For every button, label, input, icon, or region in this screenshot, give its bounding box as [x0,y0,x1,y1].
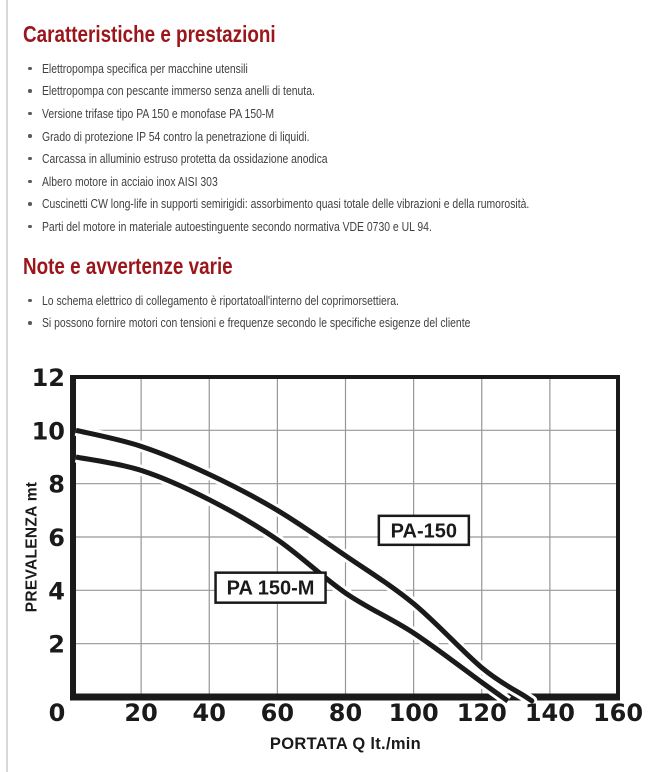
list-item-text: Elettropompa specifica per macchine utensili [41,60,248,76]
y-tick-label: 10 [31,417,65,446]
y-tick-label: 12 [31,364,65,392]
curve-label-pa-150: PA-150 [390,520,458,543]
list-item [28,57,649,80]
list-item [28,289,577,312]
list-item-text: Parti del motore in materiale autoestinguente secondo normativa VDE 0730 e UL 94. [41,218,432,234]
x-tick-label: 60 [260,699,295,727]
list-item [28,125,649,148]
bullet-icon [28,225,32,229]
x-tick-label: 160 [592,699,644,727]
bullet-icon [28,321,32,325]
notes-list [28,289,577,334]
section-title-caratteristiche: Caratteristiche e prestazioni [23,21,276,47]
y-tick-label: 8 [48,470,65,499]
list-item-text: Cuscinetti CW long-life in supporti semirigidi: assorbimento quasi totale delle vibrazioni e della rumorosità. [41,196,529,212]
list-item-text: Lo schema elettrico di collegamento è riportatoall'interno del coprimorsettiera. [41,292,399,308]
list-item-text: Carcassa in alluminio estruso protetta da ossidazione anodica [41,151,328,167]
bullet-icon [28,180,32,184]
list-item [28,312,577,335]
bullet-icon [28,67,32,71]
list-item [28,170,649,193]
y-tick-label: 2 [48,630,65,659]
y-tick-label: 6 [48,524,65,552]
bullet-icon [28,157,32,161]
pump-performance-chart [0,360,649,772]
bullet-icon [28,89,32,93]
y-tick-label: 4 [48,577,65,606]
x-tick-label: 120 [456,699,507,727]
section-title-note: Note e avvertenze varie [23,253,233,279]
x-tick-label: 40 [192,699,226,727]
bullet-icon [28,299,32,303]
x-tick-label: 0 [48,699,66,727]
bullet-icon [28,134,32,138]
x-axis-title: PORTATA Q lt./min [269,735,422,753]
list-item-text: Si possono fornire motori con tensioni e frequenze secondo le specifiche esigenze del cliente [41,315,470,331]
list-item [28,215,649,238]
bullet-icon [28,112,32,116]
list-item-text: Elettropompa con pescante immerso senza anelli di tenuta. [41,83,315,99]
x-tick-label: 140 [524,699,575,727]
list-item [28,147,649,170]
bullet-icon [28,202,32,206]
x-tick-label: 100 [388,699,439,727]
y-axis-title: PREVALENZA mt [23,481,41,613]
list-item-text: Versione trifase tipo PA 150 e monofase PA 150-M [41,105,274,121]
list-item [28,80,649,103]
x-tick-label: 20 [124,699,158,727]
list-item-text: Grado di protezione IP 54 contro la penetrazione di liquidi. [41,128,309,144]
feature-list [28,57,649,238]
list-item [28,102,649,125]
list-item-text: Albero motore in acciaio inox AISI 303 [41,173,218,189]
curve-label-pa-150-m: PA 150-M [226,577,315,600]
list-item [28,193,649,216]
x-tick-label: 80 [328,699,363,727]
